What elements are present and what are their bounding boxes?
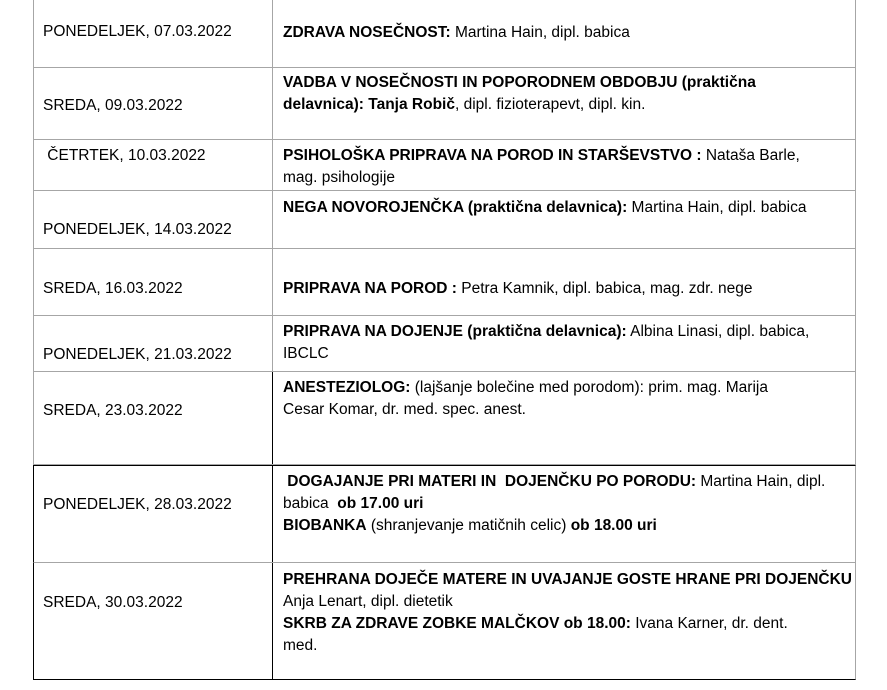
plain-text: mag. psihologije xyxy=(283,169,396,186)
bold-text: ob 18.00 uri xyxy=(570,517,657,534)
description-line xyxy=(283,167,847,189)
session-date xyxy=(34,249,273,315)
bold-text: NEGA NOVOROJENČKA (praktična delavnica): xyxy=(283,199,628,216)
description-line xyxy=(283,94,847,116)
session-description xyxy=(283,569,852,657)
bold-text: PRIPRAVA NA DOJENJE (praktična delavnica): xyxy=(283,323,627,340)
session-date-text: ČETRTEK, 10.03.2022 xyxy=(43,147,206,164)
session-date xyxy=(34,191,273,248)
schedule-row xyxy=(33,316,856,372)
schedule-row xyxy=(33,0,856,68)
description-line xyxy=(283,515,847,537)
plain-text: (lajšanje bolečine med porodom): prim. mag. Marija xyxy=(410,379,768,396)
description-line xyxy=(283,471,847,493)
plain-text: med. xyxy=(283,637,318,654)
plain-text: babica xyxy=(283,495,333,512)
description-line xyxy=(283,22,847,44)
description-line xyxy=(283,569,852,591)
session-date xyxy=(34,140,273,190)
description-line xyxy=(283,145,847,167)
plain-text: Martina Hain, dipl. babica xyxy=(627,199,807,216)
session-date xyxy=(34,466,273,562)
session-date-text: PONEDELJEK, 07.03.2022 xyxy=(43,23,232,40)
description-line xyxy=(283,72,847,94)
plain-text: Martina Hain, dipl. xyxy=(696,473,826,490)
session-description xyxy=(283,278,847,300)
bold-text: ZDRAVA NOSEČNOST: xyxy=(283,24,451,41)
plain-text: Nataša Barle, xyxy=(701,147,800,164)
schedule-row xyxy=(33,191,856,249)
session-date xyxy=(34,0,273,67)
session-date-text: SREDA, 30.03.2022 xyxy=(43,594,183,611)
description-line xyxy=(283,493,847,515)
session-date-text: PONEDELJEK, 28.03.2022 xyxy=(43,496,232,513)
bold-text: DOGAJANJE PRI MATERI IN DOJENČKU PO PORODU: xyxy=(283,473,697,490)
description-line xyxy=(283,377,847,399)
session-date xyxy=(34,563,273,679)
plain-text: , dipl. fizioterapevt, dipl. kin. xyxy=(454,96,646,113)
session-description xyxy=(283,321,847,365)
session-description xyxy=(283,22,847,44)
bold-text: ob 17.00 uri xyxy=(332,495,424,512)
session-date xyxy=(34,372,273,464)
bold-text: delavnica): Tanja Robič xyxy=(283,96,455,113)
schedule-row xyxy=(33,140,856,191)
description-line xyxy=(283,321,847,343)
schedule-row xyxy=(33,249,856,316)
bold-text: ANESTEZIOLOG: xyxy=(283,379,411,396)
schedule-row xyxy=(33,563,856,680)
session-date-text: SREDA, 23.03.2022 xyxy=(43,402,183,419)
plain-text: Anja Lenart, dipl. dietetik xyxy=(283,593,453,610)
description-line xyxy=(283,343,847,365)
plain-text: (shranjevanje matičnih celic) xyxy=(366,517,571,534)
session-date-text: PONEDELJEK, 21.03.2022 xyxy=(43,346,232,363)
plain-text: Petra Kamnik, dipl. babica, mag. zdr. nege xyxy=(456,280,753,297)
description-line xyxy=(283,278,847,300)
bold-text: VADBA V NOSEČNOSTI IN POPORODNEM OBDOBJU (praktična xyxy=(283,74,756,91)
bold-text: PRIPRAVA NA POROD : xyxy=(283,280,457,297)
session-description xyxy=(283,377,847,421)
schedule-row xyxy=(33,465,856,563)
plain-text: Martina Hain, dipl. babica xyxy=(450,24,630,41)
description-line xyxy=(283,591,847,613)
plain-text: IBCLC xyxy=(283,345,329,362)
session-description xyxy=(283,197,847,219)
schedule-row xyxy=(33,68,856,140)
description-line xyxy=(283,635,847,657)
session-description xyxy=(283,471,847,537)
session-date xyxy=(34,316,273,371)
bold-text: PREHRANA DOJEČE MATERE IN UVAJANJE GOSTE HRANE PRI DOJENČKU xyxy=(283,571,852,588)
session-date xyxy=(34,68,273,139)
session-date-text: SREDA, 16.03.2022 xyxy=(43,280,183,297)
bold-text: SKRB ZA ZDRAVE ZOBKE MALČKOV ob 18.00: xyxy=(283,615,631,632)
session-description xyxy=(283,145,847,189)
bold-text: PSIHOLOŠKA PRIPRAVA NA POROD IN STARŠEVSTVO : xyxy=(283,147,702,164)
plain-text: Ivana Karner, dr. dent. xyxy=(630,615,788,632)
description-line xyxy=(283,197,847,219)
bold-text: BIOBANKA xyxy=(283,517,367,534)
description-line xyxy=(283,399,847,421)
plain-text: Albina Linasi, dipl. babica, xyxy=(626,323,810,340)
schedule-row xyxy=(33,372,856,465)
description-line xyxy=(283,613,847,635)
session-date-text: PONEDELJEK, 14.03.2022 xyxy=(43,221,232,238)
plain-text: Cesar Komar, dr. med. spec. anest. xyxy=(283,401,526,418)
session-date-text: SREDA, 09.03.2022 xyxy=(43,97,183,114)
session-description xyxy=(283,72,847,116)
